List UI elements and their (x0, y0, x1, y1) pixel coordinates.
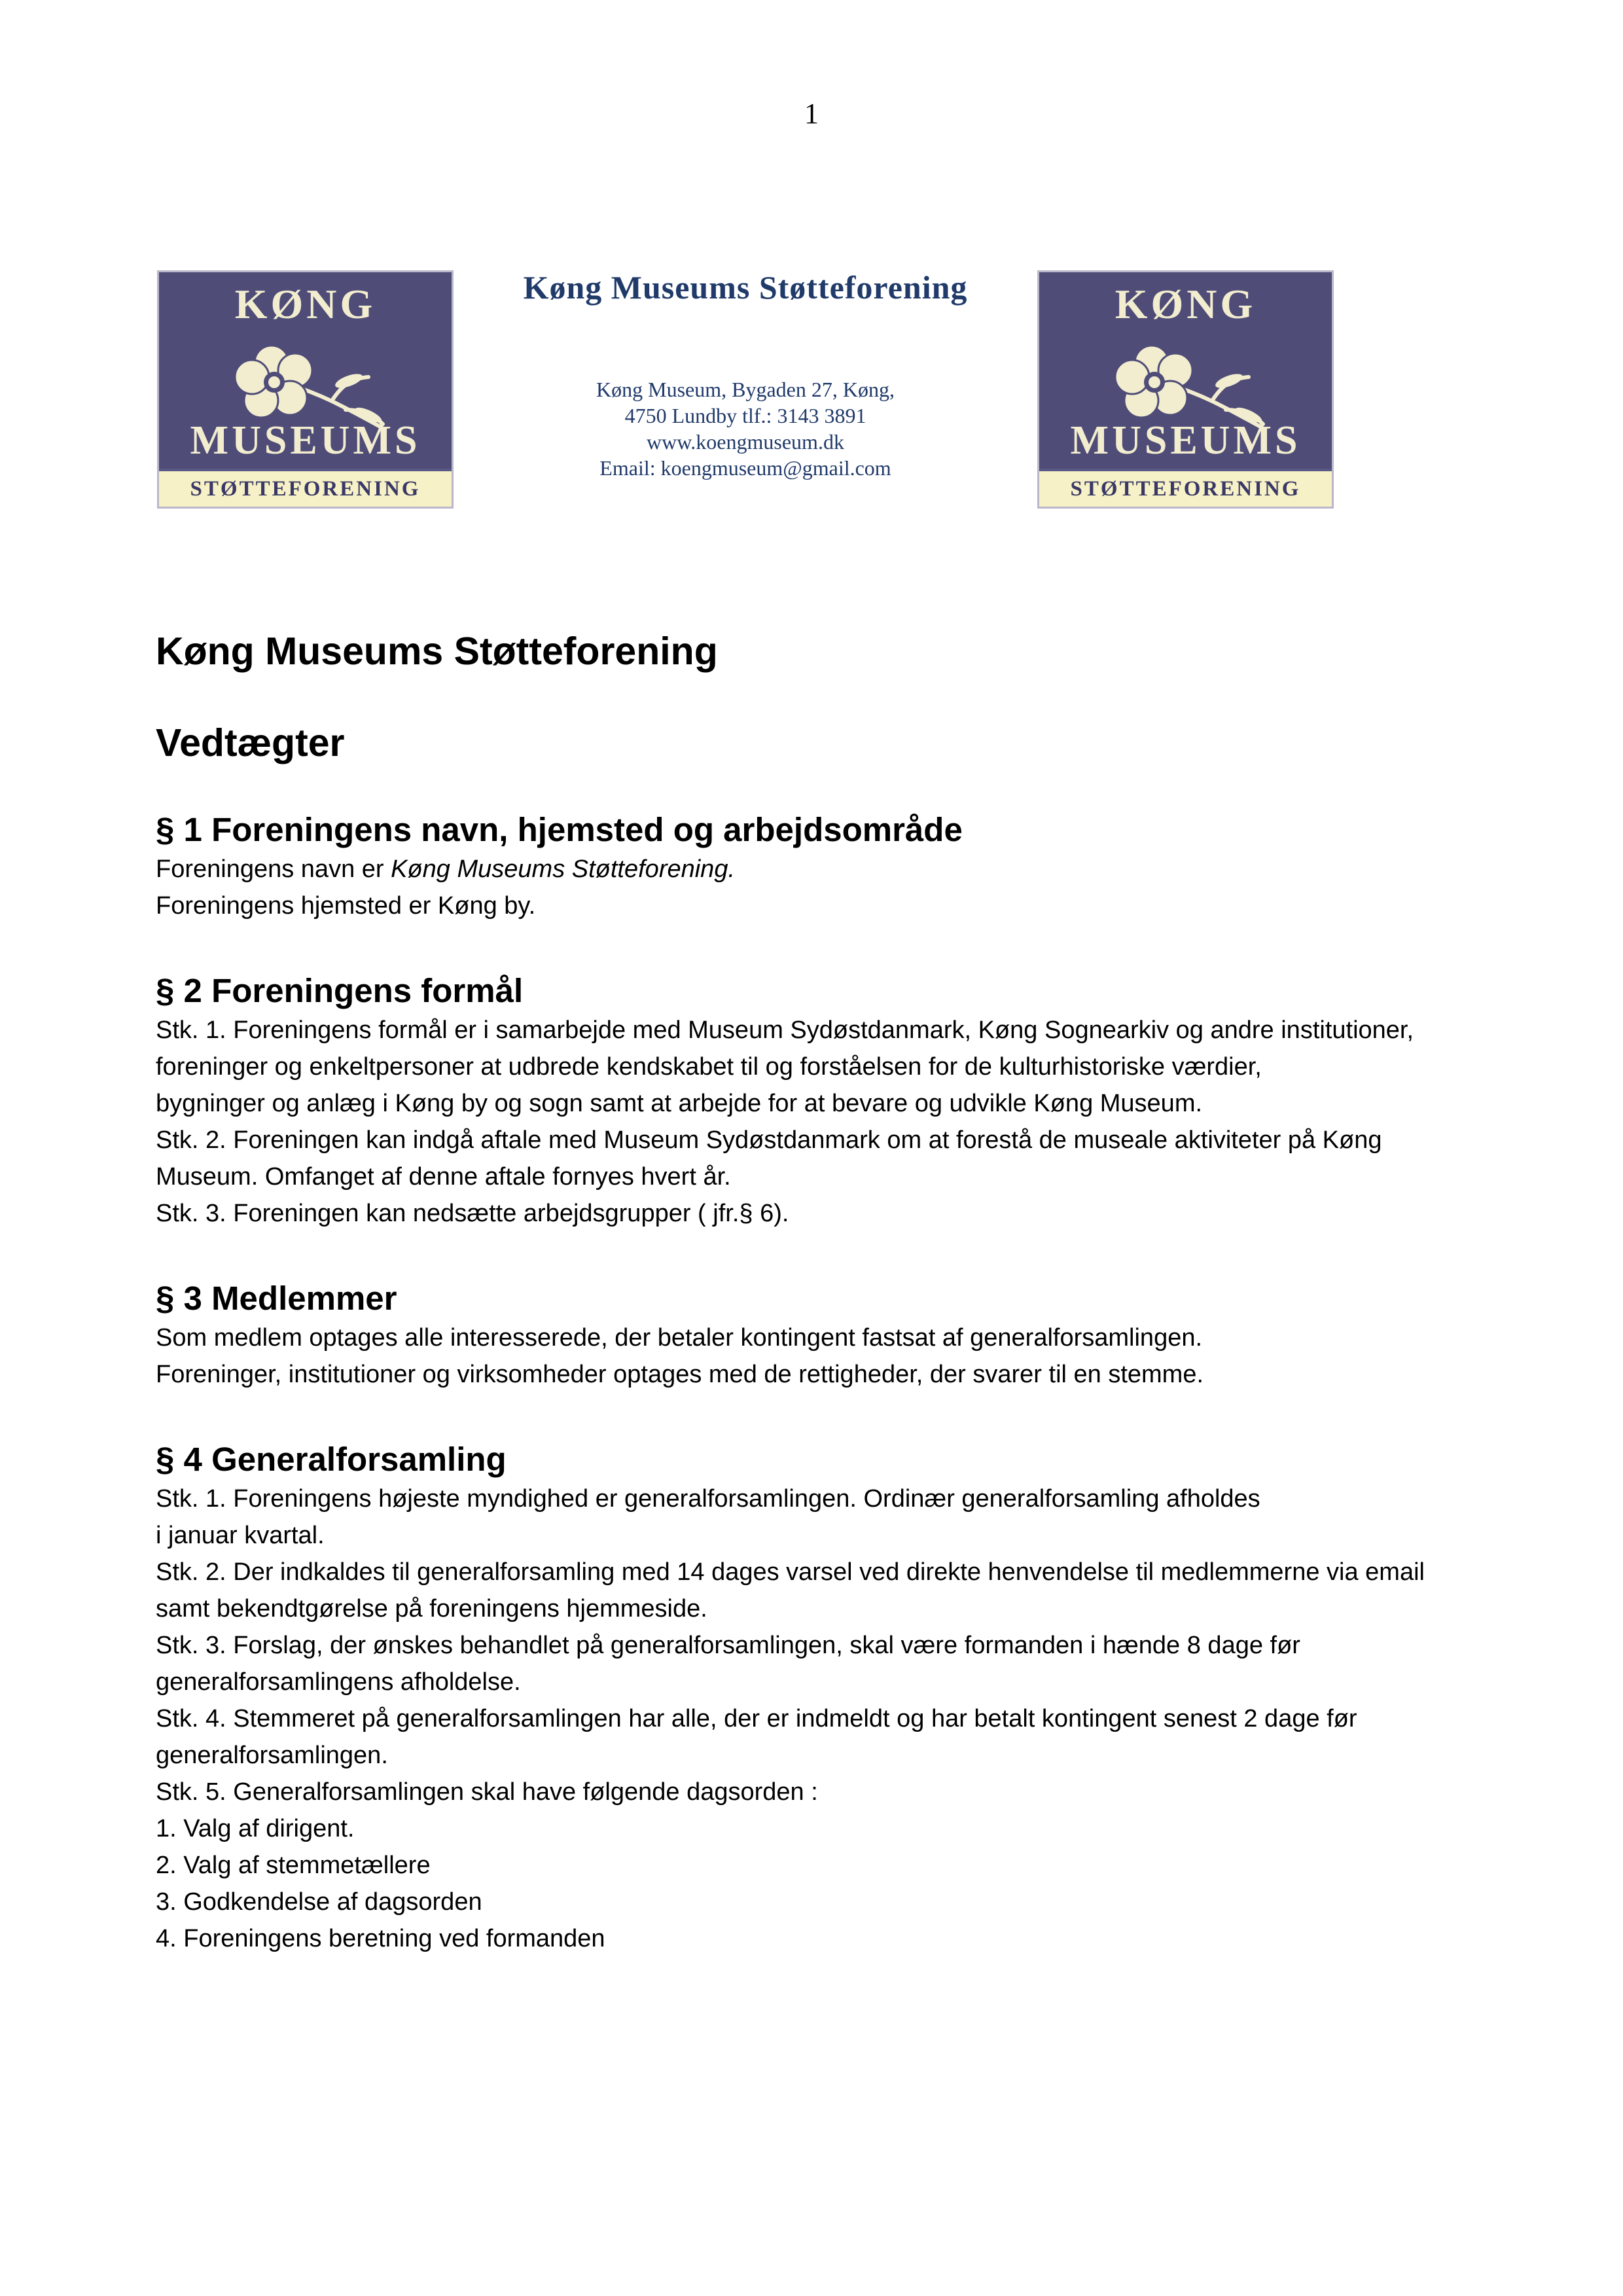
paragraph: Foreningens hjemsted er Køng by. (156, 892, 536, 920)
email-link[interactable]: Email: koengmuseum@gmail.com (599, 456, 891, 480)
paragraph: Stk. 1. Foreningens formål er i samarbejde med Museum Sydøstdanmark, Køng Sognearkiv og andre institutioner, foreninger og enkeltpersoner at udbrede kendskabet til og forståelsen for de kulturhistoriske værdier, (156, 1016, 1414, 1081)
paragraph: Stk. 2. Foreningen kan indgå aftale med Museum Sydøstdanmark om at forestå de museale aktiviteter på Køng Museum. Omfanget af denne aftale fornyes hvert år. (156, 1126, 1382, 1191)
section-heading: § 3 Medlemmer (156, 1280, 397, 1317)
logo-line2: MUSEUMS (1070, 418, 1301, 463)
flower-icon (1092, 332, 1288, 431)
association-name: Køng Museums Støtteforening. (391, 855, 736, 883)
paragraph (156, 851, 1484, 888)
letterhead-title: Køng Museums Støtteforening (523, 269, 968, 306)
logo-line1: KØNG (1115, 281, 1257, 327)
section-heading: § 4 Generalforsamling (156, 1441, 507, 1478)
paragraph: Foreninger, institutioner og virksomheder optages med de rettigheder, der svarer til en stemme. (156, 1361, 1204, 1388)
agenda-item: 2. Valg af stemmetællere (156, 1852, 431, 1879)
section-heading: § 1 Foreningens navn, hjemsted og arbejdsområde (156, 811, 963, 848)
logo-right (1037, 270, 1334, 509)
paragraph: Stk. 3. Forslag, der ønskes behandlet på generalforsamlingen, skal være formanden i hænde 8 dage før generalforsamlingens afholdelse. (156, 1632, 1300, 1696)
section-heading: § 2 Foreningens formål (156, 972, 524, 1009)
paragraph: Som medlem optages alle interesserede, der betaler kontingent fastsat af generalforsamlingen. (156, 1324, 1203, 1352)
address-line: 4750 Lundby tlf.: 3143 3891 (624, 404, 866, 427)
paragraph-text: Foreningens navn er (156, 855, 391, 883)
flower-icon (211, 332, 408, 431)
document-subtitle: Vedtægter (156, 721, 345, 764)
address-line: Køng Museum, Bygaden 27, Køng, (596, 378, 895, 401)
paragraph: Stk. 1. Foreningens højeste myndighed er generalforsamlingen. Ordinær generalforsamling afholdes (156, 1485, 1260, 1513)
paragraph: Stk. 4. Stemmeret på generalforsamlingen har alle, der er indmeldt og har betalt kontingent senest 2 dage før generalforsamlingen. (156, 1705, 1357, 1769)
logo-line2: MUSEUMS (190, 418, 421, 463)
paragraph: bygninger og anlæg i Køng by og sogn samt at arbejde for at bevare og udvikle Køng Museum. (156, 1090, 1203, 1117)
document-body (156, 628, 1484, 1957)
agenda-item: 4. Foreningens beretning ved formanden (156, 1925, 605, 1952)
paragraph: i januar kvartal. (156, 1522, 325, 1549)
logo-line1: KØNG (234, 281, 376, 327)
website-link[interactable]: www.koengmuseum.dk (647, 430, 844, 454)
paragraph: Stk. 3. Foreningen kan nedsætte arbejdsgrupper ( jfr.§ 6). (156, 1200, 789, 1227)
logo-ribbon: STØTTEFORENING (1039, 469, 1332, 507)
paragraph: Stk. 5. Generalforsamlingen skal have følgende dagsorden : (156, 1778, 818, 1806)
agenda-item: 3. Godkendelse af dagsorden (156, 1888, 482, 1916)
letterhead-address (454, 376, 1037, 481)
logo-left (157, 270, 454, 509)
page-number: 1 (804, 98, 819, 130)
document-title: Køng Museums Støtteforening (156, 630, 718, 673)
logo-ribbon: STØTTEFORENING (159, 469, 452, 507)
paragraph: Stk. 2. Der indkaldes til generalforsamling med 14 dages varsel ved direkte henvendelse til medlemmerne via email samt bekendtgørelse på foreningens hjemmeside. (156, 1558, 1425, 1623)
agenda-item: 1. Valg af dirigent. (156, 1815, 355, 1842)
